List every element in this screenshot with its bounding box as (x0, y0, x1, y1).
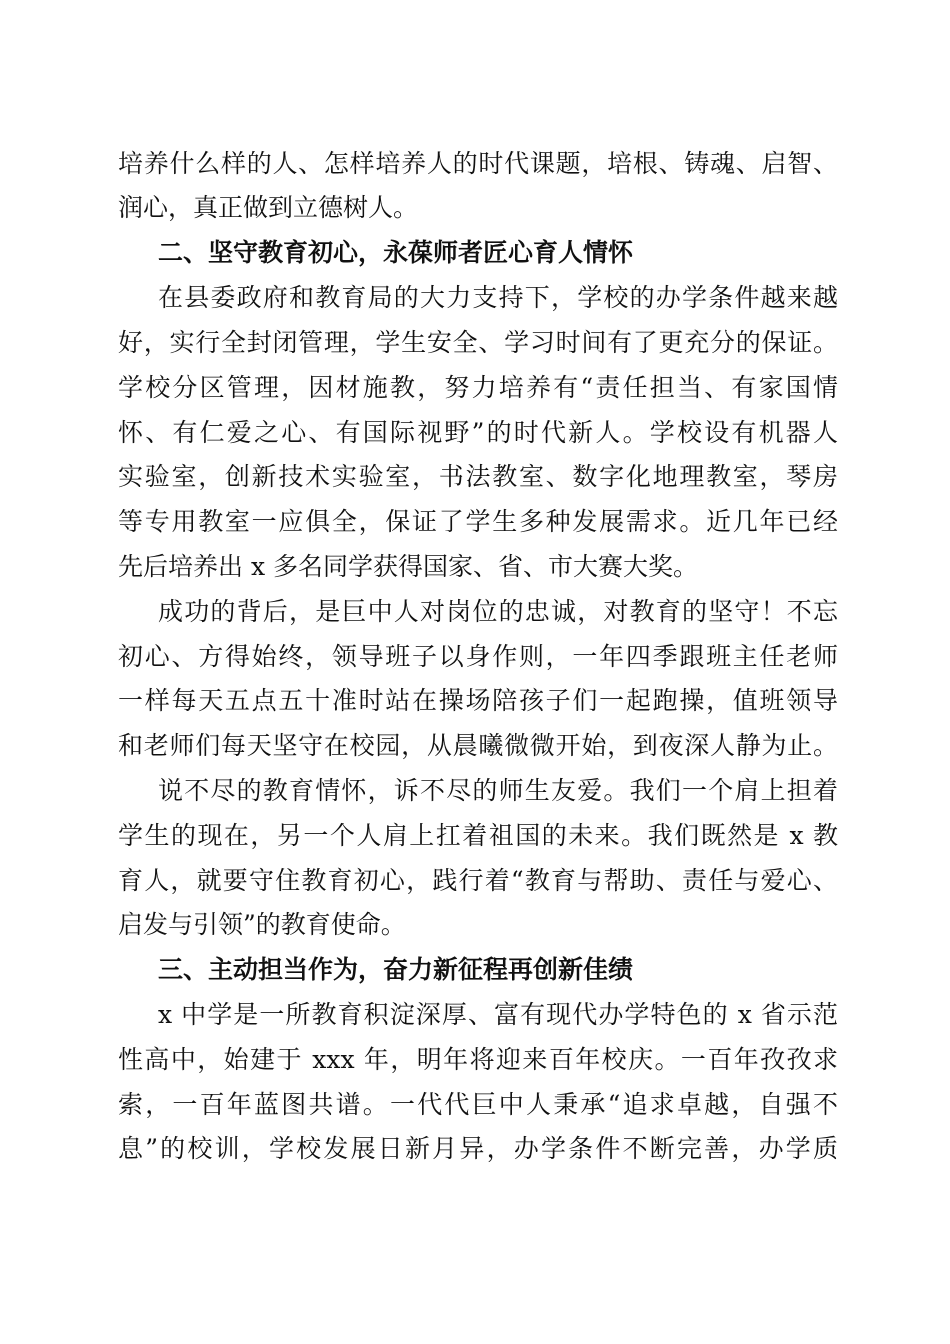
text-line: 好，实行全封闭管理，学生安全、学习时间有了更充分的保证。 (118, 328, 838, 357)
text-line: 说不尽的教育情怀，诉不尽的师生友爱。我们一个肩上担着 (158, 776, 838, 805)
text-line: 育人，就要守住教育初心，践行着“教育与帮助、责任与爱心、 (118, 866, 838, 895)
text-line: 先后培养出 x 多名同学获得国家、省、市大赛大奖。 (118, 552, 698, 581)
text-line: 在县委政府和教育局的大力支持下，学校的办学条件越来越 (158, 283, 838, 312)
text-line: 实验室，创新技术实验室，书法教室、数字化地理教室，琴房 (118, 462, 838, 491)
text-line: 学校分区管理，因材施教，努力培养有“责任担当、有家国情 (118, 373, 838, 402)
text-line: x 中学是一所教育积淀深厚、富有现代办学特色的 x 省示范 (158, 1000, 838, 1029)
section-heading: 二、坚守教育初心，永葆师者匠心育人情怀 (158, 238, 634, 267)
text-line: 一样每天五点五十准时站在操场陪孩子们一起跑操，值班领导 (118, 686, 838, 715)
text-line: 怀、有仁爱之心、有国际视野”的时代新人。学校设有机器人 (118, 418, 838, 447)
section-heading: 三、主动担当作为，奋力新征程再创新佳绩 (158, 955, 634, 984)
text-line: 培养什么样的人、怎样培养人的时代课题，培根、铸魂、启智、 (118, 149, 838, 178)
text-line: 成功的背后，是巨中人对岗位的忠诚，对教育的坚守！不忘 (158, 597, 838, 626)
text-line: 等专用教室一应俱全，保证了学生多种发展需求。近几年已经 (118, 507, 838, 536)
text-line: 润心，真正做到立德树人。 (118, 193, 419, 222)
text-line: 索，一百年蓝图共谱。一代代巨中人秉承“追求卓越，自强不 (118, 1090, 838, 1119)
text-line: 学生的现在，另一个人肩上扛着祖国的未来。我们既然是 x 教 (118, 821, 838, 850)
text-line: 性高中，始建于 xxx 年，明年将迎来百年校庆。一百年孜孜求 (118, 1045, 838, 1074)
text-line: 启发与引领”的教育使命。 (118, 910, 406, 939)
text-line: 和老师们每天坚守在校园，从晨曦微微开始，到夜深人静为止。 (118, 731, 838, 760)
text-line: 初心、方得始终，领导班子以身作则，一年四季跟班主任老师 (118, 642, 838, 671)
text-line: 息”的校训，学校发展日新月异，办学条件不断完善，办学质 (118, 1134, 838, 1163)
